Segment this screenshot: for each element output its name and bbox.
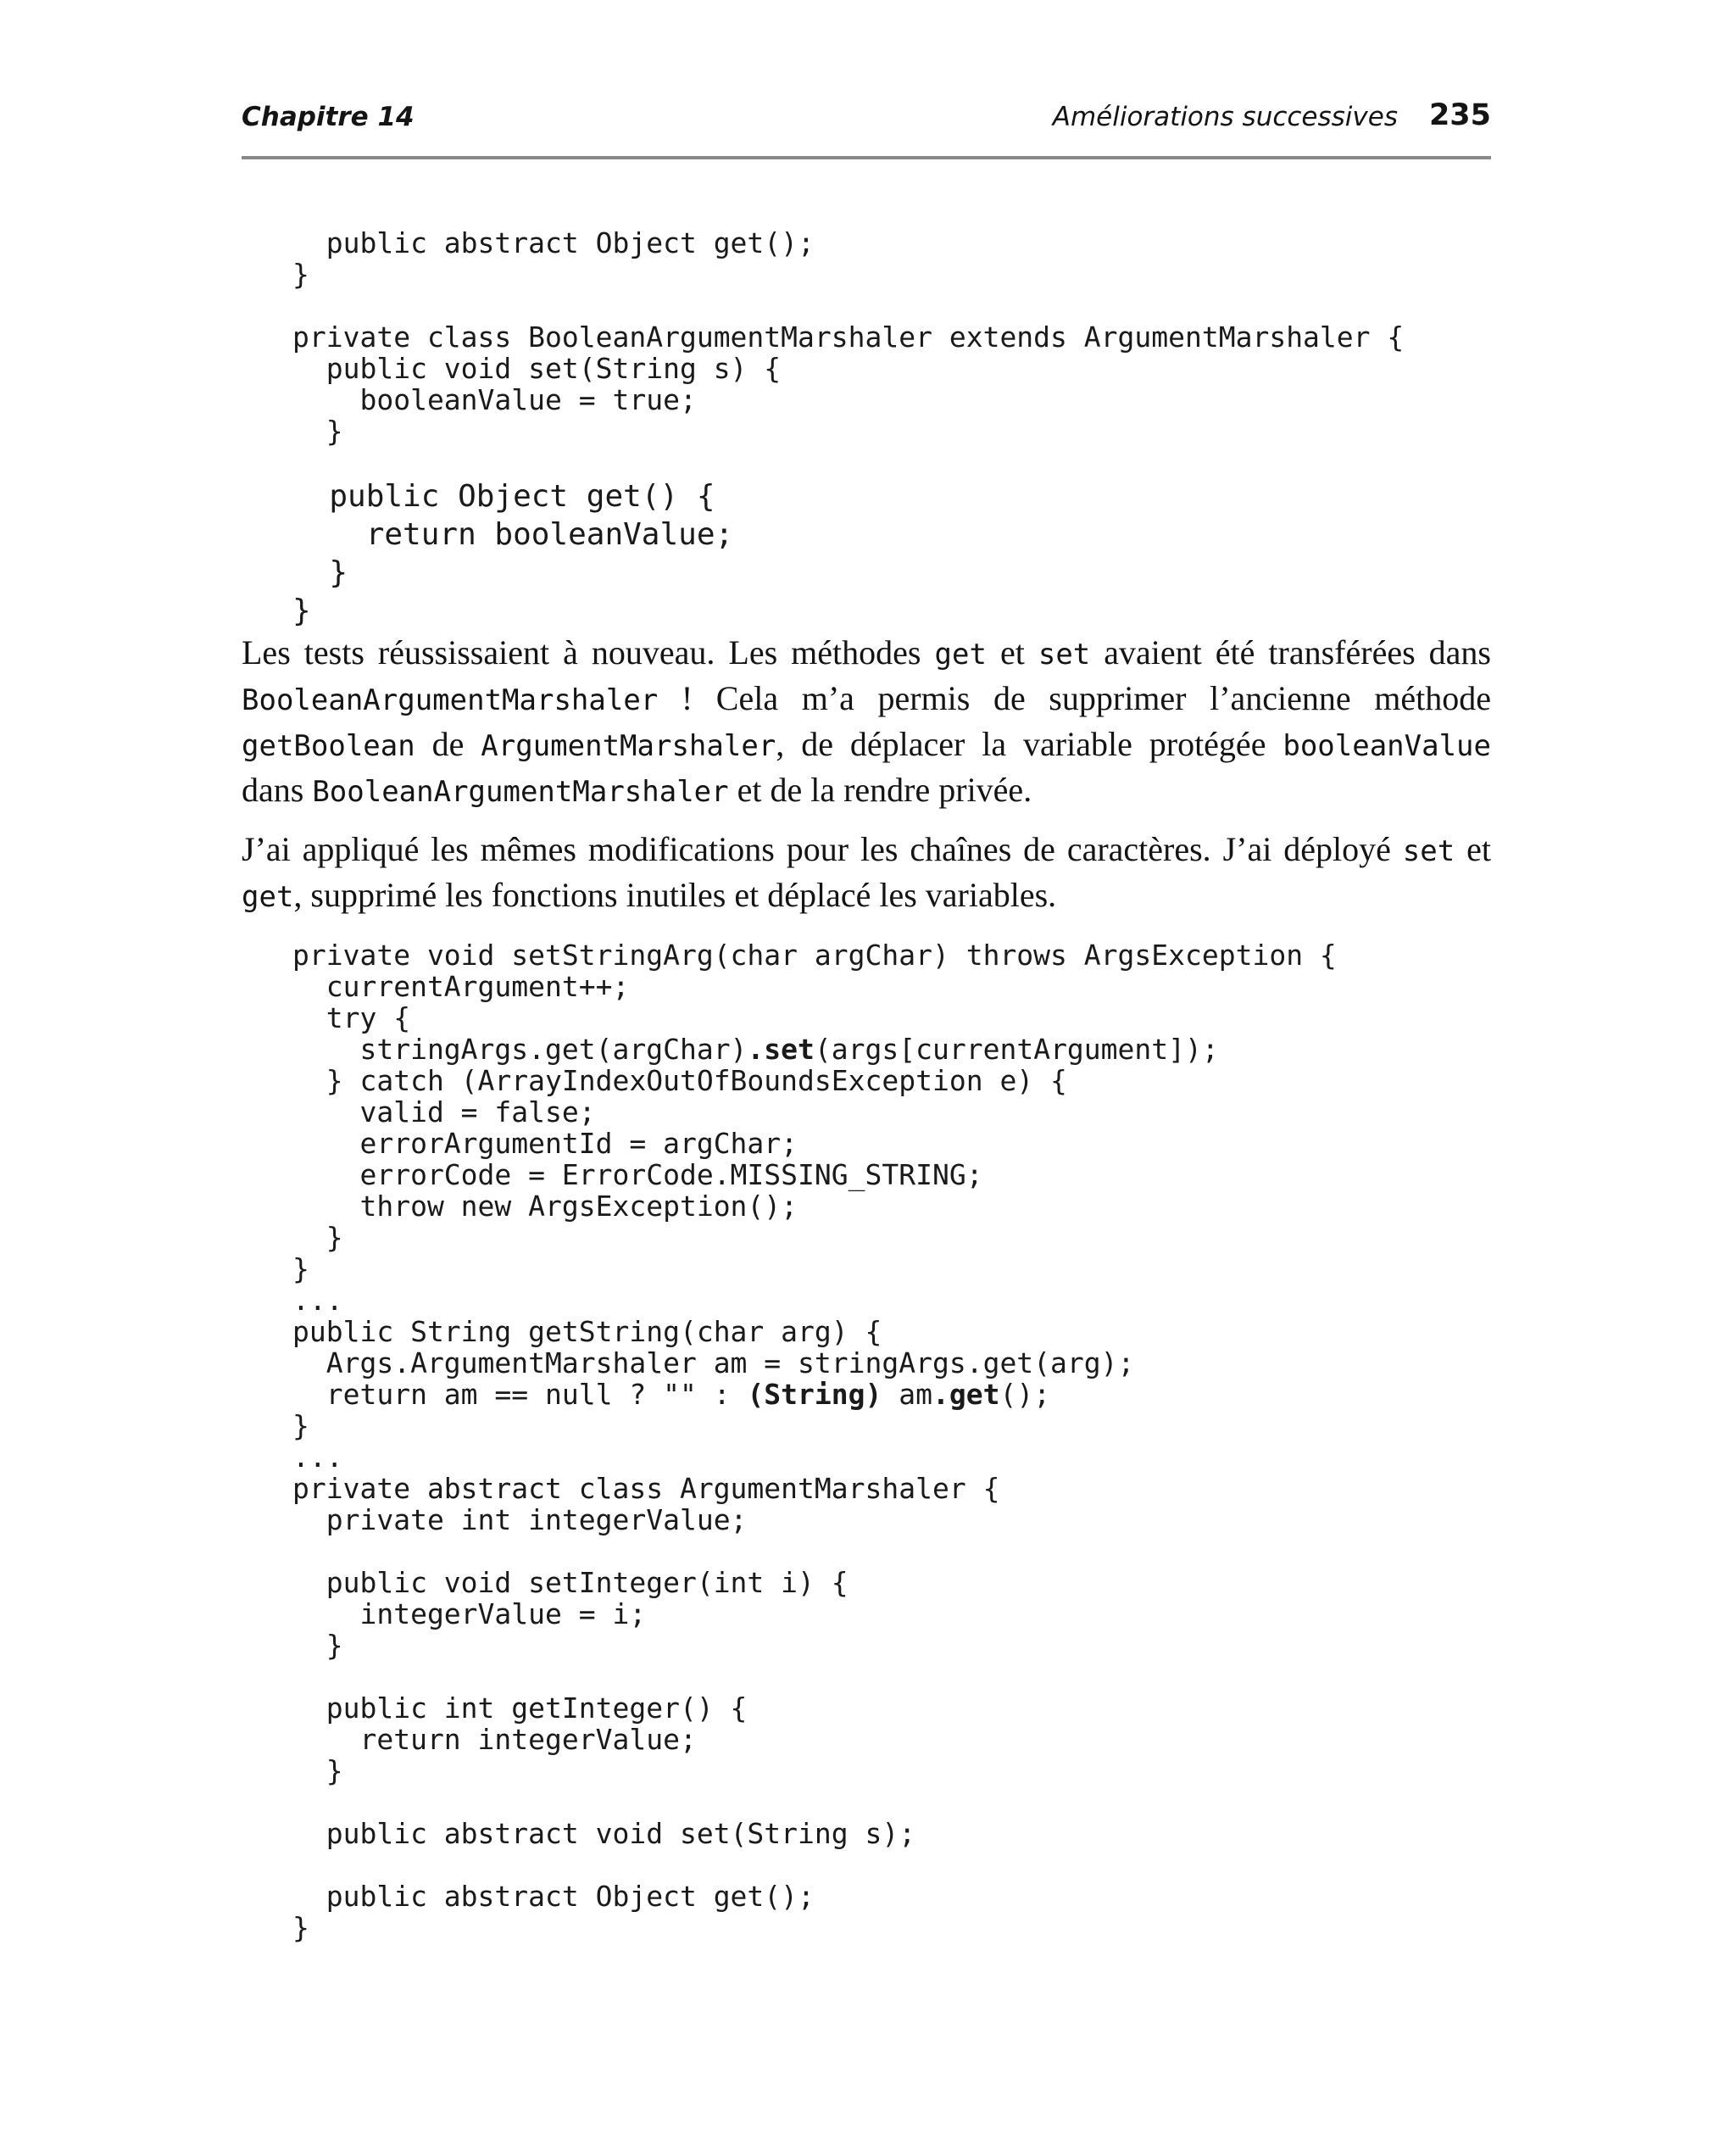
code-line: valid = false; (292, 1095, 596, 1129)
code-line: throw new ArgsException(); (292, 1190, 798, 1223)
code-line: } (292, 415, 343, 448)
code-block-get (292, 477, 733, 630)
code-line: return integerValue; (292, 1723, 697, 1756)
inline-code: set (1402, 834, 1455, 868)
code-line: public String getString(char arg) { (292, 1315, 882, 1348)
code-line: return booleanValue; (292, 517, 734, 552)
code-line: } (292, 1252, 309, 1285)
inline-code: booleanValue (1283, 729, 1491, 763)
section-title: Améliorations successives (1052, 102, 1398, 132)
code-line: public Object get() { (292, 479, 715, 514)
code-line (292, 1661, 1337, 1692)
code-line: public abstract void set(String s); (292, 1817, 916, 1850)
code-line: } (292, 1754, 343, 1787)
code-line: } (292, 594, 311, 628)
code-line: private abstract class ArgumentMarshaler { (292, 1472, 1000, 1505)
inline-code: getBoolean (242, 729, 415, 763)
inline-code: set (1038, 638, 1091, 672)
code-line: public void set(String s) { (292, 352, 782, 385)
paragraph-string-changes: J’ai appliqué les mêmes modifications pour les chaînes de caractères. J’ai déployé set et get, supprimé les fonctions inutiles et déplacé les variables. (242, 830, 1491, 914)
code-line: } catch (ArrayIndexOutOfBoundsException e) { (292, 1064, 1067, 1097)
code-line: errorArgumentId = argChar; (292, 1127, 798, 1160)
inline-code: BooleanArgumentMarshaler (312, 775, 729, 809)
code-line (292, 290, 1404, 321)
running-header (242, 95, 1491, 159)
code-line: stringArgs.get(argChar).set(args[currentArgument]); (292, 1033, 1219, 1066)
code-line: public int getInteger() { (292, 1691, 748, 1725)
code-line: ... (292, 1284, 343, 1317)
inline-code: get (242, 880, 294, 914)
code-line: } (292, 1221, 343, 1254)
code-line: public abstract Object get(); (292, 226, 815, 259)
code-line: return am == null ? "" : (String) am.get(); (292, 1378, 1051, 1411)
code-line: private void setStringArg(char argChar) throws ArgsException { (292, 939, 1337, 972)
page-number: 235 (1428, 98, 1491, 132)
code-line: } (292, 555, 348, 590)
code-line: } (292, 258, 309, 291)
code-line: private class BooleanArgumentMarshaler extends ArgumentMarshaler { (292, 320, 1405, 354)
code-line: } (292, 1629, 343, 1662)
code-line: try { (292, 1001, 411, 1034)
code-block-bottom (292, 939, 1337, 1943)
code-line (292, 1786, 1337, 1818)
code-block-top (292, 227, 1404, 447)
code-line: public void setInteger(int i) { (292, 1566, 849, 1599)
code-line (292, 1535, 1337, 1567)
paragraph-tests-pass: Les tests réussissaient à nouveau. Les méthodes get et set avaient été transférées dans BooleanArgumentMarshaler ! Cela m’a permis de supprimer l’ancienne méthode getBoolean de ArgumentMarshaler, de déplacer la variable protégée booleanValue dans BooleanArgumentMarshaler et de la rendre privée. (242, 633, 1491, 809)
code-line: ... (292, 1441, 343, 1474)
inline-code: get (934, 638, 987, 672)
code-line: booleanValue = true; (292, 383, 697, 416)
code-line: integerValue = i; (292, 1597, 647, 1630)
chapter-label: Chapitre 14 (242, 102, 415, 132)
inline-code: ArgumentMarshaler (481, 729, 776, 763)
code-line: currentArgument++; (292, 970, 630, 1003)
code-line (292, 1849, 1337, 1881)
inline-code: BooleanArgumentMarshaler (242, 683, 659, 717)
code-line: } (292, 1409, 309, 1442)
code-line: Args.ArgumentMarshaler am = stringArgs.get(arg); (292, 1346, 1135, 1379)
code-line: } (292, 1911, 309, 1944)
code-line: private int integerValue; (292, 1503, 748, 1536)
code-line: errorCode = ErrorCode.MISSING_STRING; (292, 1158, 983, 1191)
code-line: public abstract Object get(); (292, 1880, 815, 1913)
